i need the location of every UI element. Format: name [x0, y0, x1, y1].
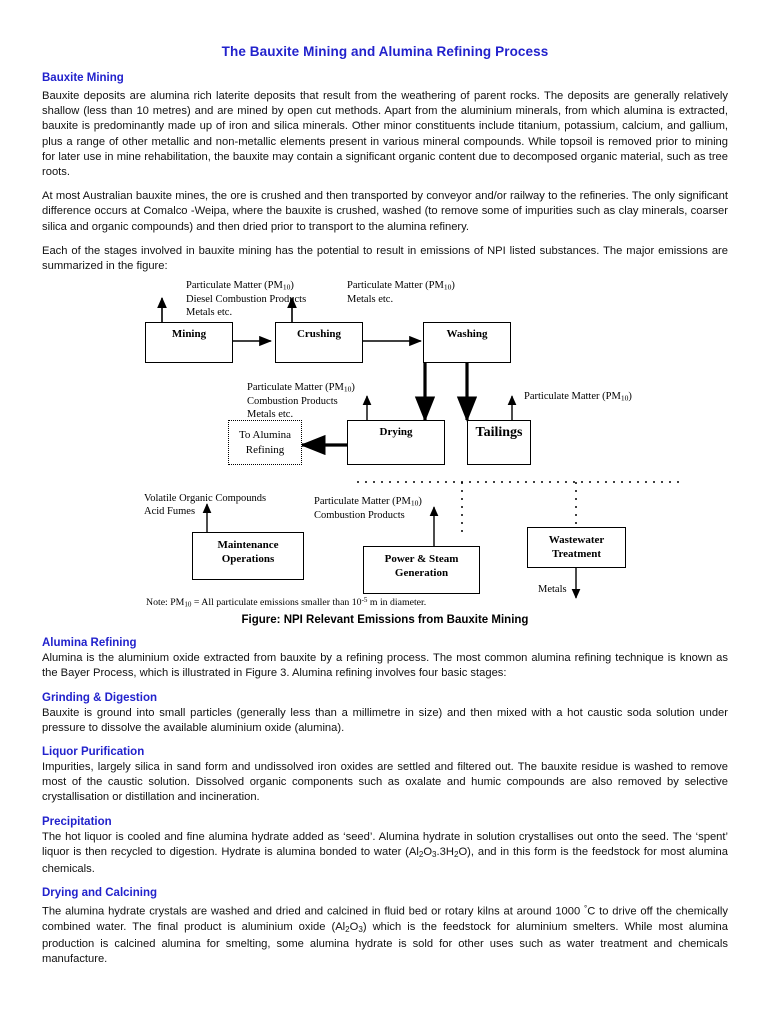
paragraph-bauxite-deposits: Bauxite deposits are alumina rich laterite deposits that result from the weathering of parent rocks. The deposits are generally relatively shallow (less than 10 metres) and are mined by open cut methods. Apart from the aluminium minerals, from which alumina is extracted, bauxite is predominantly made up of iron and silica minerals. Other minor constituents include titanium, potassium, calcium, and gallium, plus a range of other metallic and non-metallic elements present in various mineral compounds. While topsoil is removed prior to mining for later use in mine rehabilitation, the bauxite may contain a significant organic content due to decomposed organic material, such as tree roots. — [42, 90, 728, 179]
emission-mining-line3: Metals etc. — [186, 307, 233, 319]
figure-note: Note: $PM_{10}$ = All particulate emissions smaller than $10^{-5}$ m in diameter. — [146, 596, 427, 609]
to-alumina-refining-line2: Refining — [245, 443, 285, 456]
page-title: The Bauxite Mining and Alumina Refining Process — [221, 44, 549, 59]
emission-label-maintenance — [144, 493, 266, 518]
process-box-tailings — [467, 420, 531, 465]
paragraph-grinding-digestion: Bauxite is ground into small particles (generally less than a millimetre in size) and then mixed with a hot caustic soda solution under pressure to dissolve the available aluminium oxide (alumina). — [42, 706, 728, 734]
maintenance-label-line2: Operations — [221, 552, 275, 565]
paragraph-stages-emissions: Each of the stages involved in bauxite mining has the potential to result in emissions of NPI listed substances. The major emissions are summarized in the figure: — [42, 244, 728, 273]
emission-maintenance-line2: Acid Fumes — [144, 505, 196, 517]
paragraph-australian-mines: At most Australian bauxite mines, the ore is crushed and then transported by conveyor and/or railway to the refineries. The only significant difference occurs at Comalco -Weipa, where the bauxite is crushed, washed (to remove some of impurities such as clay minerals, coarser silica and organic compounds) and then dried prior to transport to the alumina refinery. — [42, 190, 728, 233]
emission-label-mining — [186, 280, 306, 319]
power-label-line1: Power & Steam — [384, 553, 459, 566]
paragraph-precipitation: The hot liquor is cooled and fine alumina hydrate added as ‘seed’. Alumina hydrate in solution crystallises out onto the seed. The ‘spent’ liquor is then recycled to digestion. Hydrate is alumina bonded to water $(Al_2O_3.3H_2O)$, and in this form is the feedstock for most alumina chemicals. — [42, 830, 728, 875]
process-box-power-steam-generation — [363, 546, 480, 594]
process-box-drying-label: Drying — [379, 426, 413, 439]
paragraph-liquor-purification: Impurities, largely silica in sand form and undissolved iron oxides are settled and filtered out. The bauxite residue is washed to remove most of the caustic solution. Dissolved organic components such as oxalate and humic compounds are also removed by selective crystallisation or distillation and incineration. — [42, 761, 728, 804]
heading-bauxite-mining: Bauxite Mining — [42, 72, 124, 84]
power-label-line2: Generation — [394, 566, 449, 579]
figure-caption: Figure: NPI Relevant Emissions from Bauxite Mining — [241, 614, 529, 627]
figure-npi-emissions — [42, 274, 728, 627]
paragraph-drying-calcining: The alumina hydrate crystals are washed and dried and calcined in fluid bed or rotary kilns at around 1000 °C to drive off the chemically combined water. The final product is aluminium oxide $(Al_2O_3)$ which is the feedstock for aluminium smelters. While most alumina production is calcined alumina for smelting, some alumina hydrate is sold for other uses such as water treatment and chemicals manufacture. — [42, 904, 728, 965]
process-box-washing-label: Washing — [446, 328, 488, 341]
process-box-drying — [347, 420, 445, 465]
emission-mining-line1: Particulate Matter $(PM_{10})$ — [186, 280, 294, 292]
process-box-crushing — [275, 322, 363, 363]
emission-power-line2: Combustion Products — [314, 510, 405, 522]
emission-maintenance-line1: Volatile Organic Compounds — [144, 493, 267, 505]
maintenance-label-line1: Maintenance — [217, 539, 279, 552]
emission-drying-line3: Metals etc. — [247, 409, 294, 421]
emission-tailings-line1: Particulate Matter $(PM_{10})$ — [524, 391, 632, 403]
wastewater-label-line2: Treatment — [551, 547, 602, 560]
emission-mining-line2: Diesel Combustion Products — [186, 294, 307, 306]
emission-drying-line1: Particulate Matter $(PM_{10})$ — [247, 382, 355, 394]
heading-drying-calcining: Drying and Calcining — [42, 887, 158, 900]
process-box-tailings-label: Tailings — [475, 425, 523, 441]
to-alumina-refining-line1: To Alumina — [238, 428, 292, 441]
emission-label-wastewater-metals — [538, 584, 567, 597]
heading-grinding-digestion: Grinding & Digestion — [42, 691, 157, 704]
emission-label-tailings — [524, 391, 632, 405]
process-box-washing — [423, 322, 511, 363]
heading-precipitation: Precipitation — [42, 815, 112, 828]
process-box-wastewater-treatment — [527, 527, 626, 568]
emission-wastewater-line1: Metals — [538, 584, 567, 596]
emission-label-drying — [247, 382, 355, 421]
process-box-crushing-label: Crushing — [296, 328, 342, 341]
document-content — [42, 0, 728, 967]
emission-power-line1: Particulate Matter $(PM_{10})$ — [314, 496, 422, 508]
emission-label-crushing — [347, 280, 455, 307]
heading-alumina-refining: Alumina Refining — [42, 637, 137, 650]
emission-crushing-line2: Metals etc. — [347, 294, 394, 306]
process-box-mining — [145, 322, 233, 363]
paragraph-alumina-intro: Alumina is the aluminium oxide extracted from bauxite by a refining process. The most common alumina refining technique is known as the Bayer Process, which is illustrated in Figure 3. Alumina refining involves four basic stages: — [42, 652, 728, 680]
emission-drying-line2: Combustion Products — [247, 396, 338, 408]
process-box-mining-label: Mining — [171, 328, 207, 341]
emission-label-power — [314, 496, 422, 523]
output-box-to-alumina-refining — [228, 420, 302, 465]
process-box-maintenance-operations — [192, 532, 304, 580]
wastewater-label-line1: Wastewater — [548, 534, 605, 547]
heading-liquor-purification: Liquor Purification — [42, 746, 145, 759]
emission-crushing-line1: Particulate Matter $(PM_{10})$ — [347, 280, 455, 292]
